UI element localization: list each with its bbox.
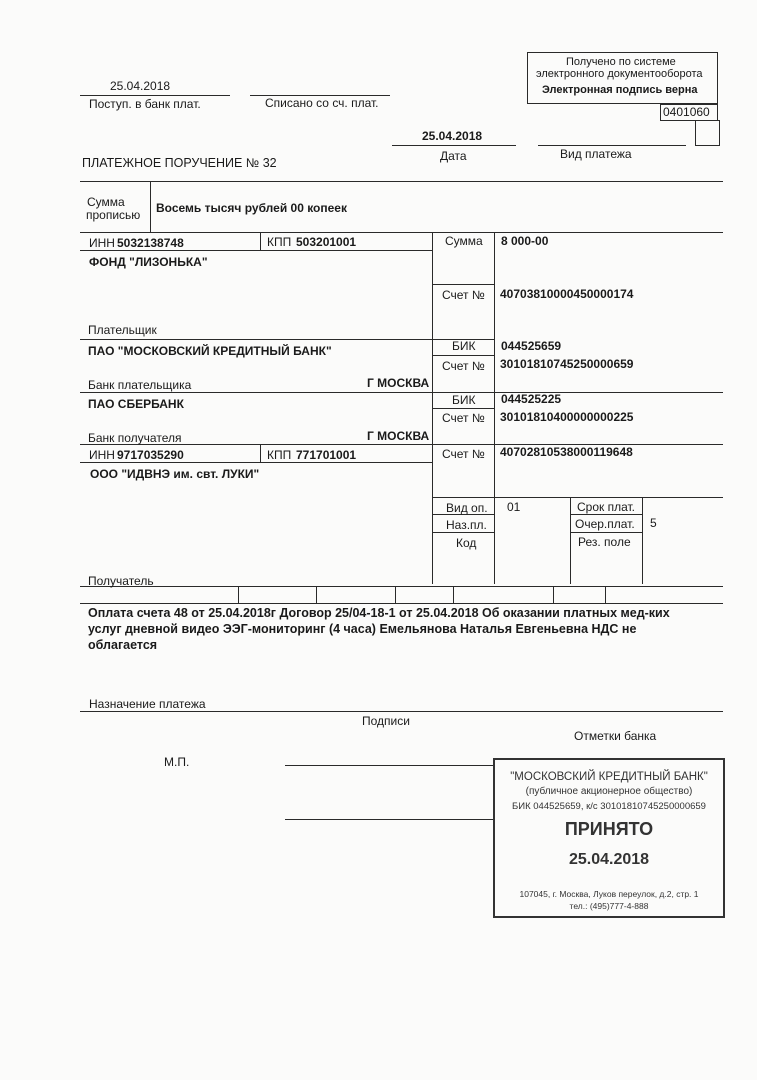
recipient-kpp: 771701001 xyxy=(296,448,357,462)
payer-inn: 5032138748 xyxy=(117,236,184,250)
edo-line-1: Получено по системе xyxy=(566,56,676,68)
stamp-date: 25.04.2018 xyxy=(568,851,650,868)
doc-date: 25.04.2018 xyxy=(422,129,483,143)
stamp-company-form: (публичное акционерное общество) xyxy=(525,786,693,797)
payer-inn-label: ИНН xyxy=(89,236,115,250)
payer-label: Плательщик xyxy=(88,323,157,337)
amount-words-value: Восемь тысяч рублей 00 копеек xyxy=(156,201,347,215)
payer-bik-label: БИК xyxy=(452,339,476,353)
stamp-bank-name: "МОСКОВСКИЙ КРЕДИТНЫЙ БАНК" xyxy=(510,771,708,783)
amount-label: Сумма xyxy=(445,234,483,248)
signature-line-2 xyxy=(285,819,493,820)
bank-marks-label: Отметки банка xyxy=(574,729,657,743)
seal-mp-label: М.П. xyxy=(164,755,190,769)
edo-line-3: Электронная подпись верна xyxy=(542,84,698,96)
payer-kpp-label: КПП xyxy=(267,235,292,249)
signature-line-1 xyxy=(285,765,493,766)
amount-words-label-1: Сумма xyxy=(87,195,125,209)
reserve-label: Рез. поле xyxy=(578,535,631,549)
payer-name: ФОНД "ЛИЗОНЬКА" xyxy=(89,255,208,269)
recipient-account-label: Счет № xyxy=(442,447,485,461)
op-type-label: Вид оп. xyxy=(446,501,488,515)
stamp-address: 107045, г. Москва, Луков переулок, д.2, стр. 1 xyxy=(519,889,699,899)
amount-value: 8 000-00 xyxy=(501,234,549,248)
received-label: Поступ. в банк плат. xyxy=(89,97,201,111)
debited-label: Списано со сч. плат. xyxy=(265,96,379,110)
payment-purpose-label: Назначение платежа xyxy=(89,697,206,711)
payer-account-label: Счет № xyxy=(442,288,485,302)
payer-bank-account-label: Счет № xyxy=(442,359,485,373)
date-label: Дата xyxy=(440,149,467,163)
payment-type-label: Вид платежа xyxy=(560,147,632,161)
payer-kpp: 503201001 xyxy=(296,235,357,249)
payer-account: 40703810000450000174 xyxy=(500,287,634,301)
payment-purpose-text: Оплата счета 48 от 25.04.2018г Договор 25/04-18-1 от 25.04.2018 Об оказании платных мед-ких услуг дневной видео ЭЭГ-мониторинг (4 часа) Емельянова Наталья Евгеньевна НДС не облагается xyxy=(88,606,670,652)
recipient-bik: 044525225 xyxy=(501,392,562,406)
purpose-code-label: Наз.пл. xyxy=(446,518,487,532)
payer-bik: 044525659 xyxy=(501,339,562,353)
form-code: 0401060 xyxy=(663,105,710,119)
edo-line-2: электронного документооборота xyxy=(536,68,703,80)
bank-stamp xyxy=(493,758,725,918)
stamp-phone: тел.: (495)777-4-888 xyxy=(569,901,649,911)
recipient-bank-account: 30101810400000000225 xyxy=(500,410,634,424)
code-label: Код xyxy=(456,536,477,550)
stamp-status: ПРИНЯТО xyxy=(564,819,654,839)
small-square xyxy=(695,120,720,146)
page-title: ПЛАТЕЖНОЕ ПОРУЧЕНИЕ № 32 xyxy=(82,156,277,170)
amount-words-label-2: прописью xyxy=(86,208,141,222)
payer-bank-name: ПАО "МОСКОВСКИЙ КРЕДИТНЫЙ БАНК" xyxy=(88,344,332,358)
order-value: 5 xyxy=(650,516,657,530)
received-date: 25.04.2018 xyxy=(110,79,171,93)
signatures-label: Подписи xyxy=(362,714,410,728)
recipient-bank-city: Г МОСКВА xyxy=(367,429,430,443)
order-label: Очер.плат. xyxy=(575,517,635,531)
payer-bank-label: Банк плательщика xyxy=(88,378,192,392)
recipient-inn-label: ИНН xyxy=(89,448,115,462)
op-type-value: 01 xyxy=(507,500,521,514)
recipient-bank-name: ПАО СБЕРБАНК xyxy=(88,397,184,411)
recipient-bank-label: Банк получателя xyxy=(88,431,182,445)
term-label: Срок плат. xyxy=(577,500,636,514)
payer-bank-city: Г МОСКВА xyxy=(367,376,430,390)
recipient-bank-account-label: Счет № xyxy=(442,411,485,425)
recipient-label: Получатель xyxy=(88,574,154,588)
recipient-name: ООО "ИДВНЭ им. свт. ЛУКИ" xyxy=(90,467,260,481)
recipient-inn: 9717035290 xyxy=(117,448,184,462)
recipient-kpp-label: КПП xyxy=(267,448,292,462)
recipient-bik-label: БИК xyxy=(452,393,476,407)
stamp-details: БИК 044525659, к/с 30101810745250000659 xyxy=(512,801,706,812)
payer-bank-account: 30101810745250000659 xyxy=(500,357,634,371)
recipient-account: 40702810538000119648 xyxy=(500,445,633,459)
